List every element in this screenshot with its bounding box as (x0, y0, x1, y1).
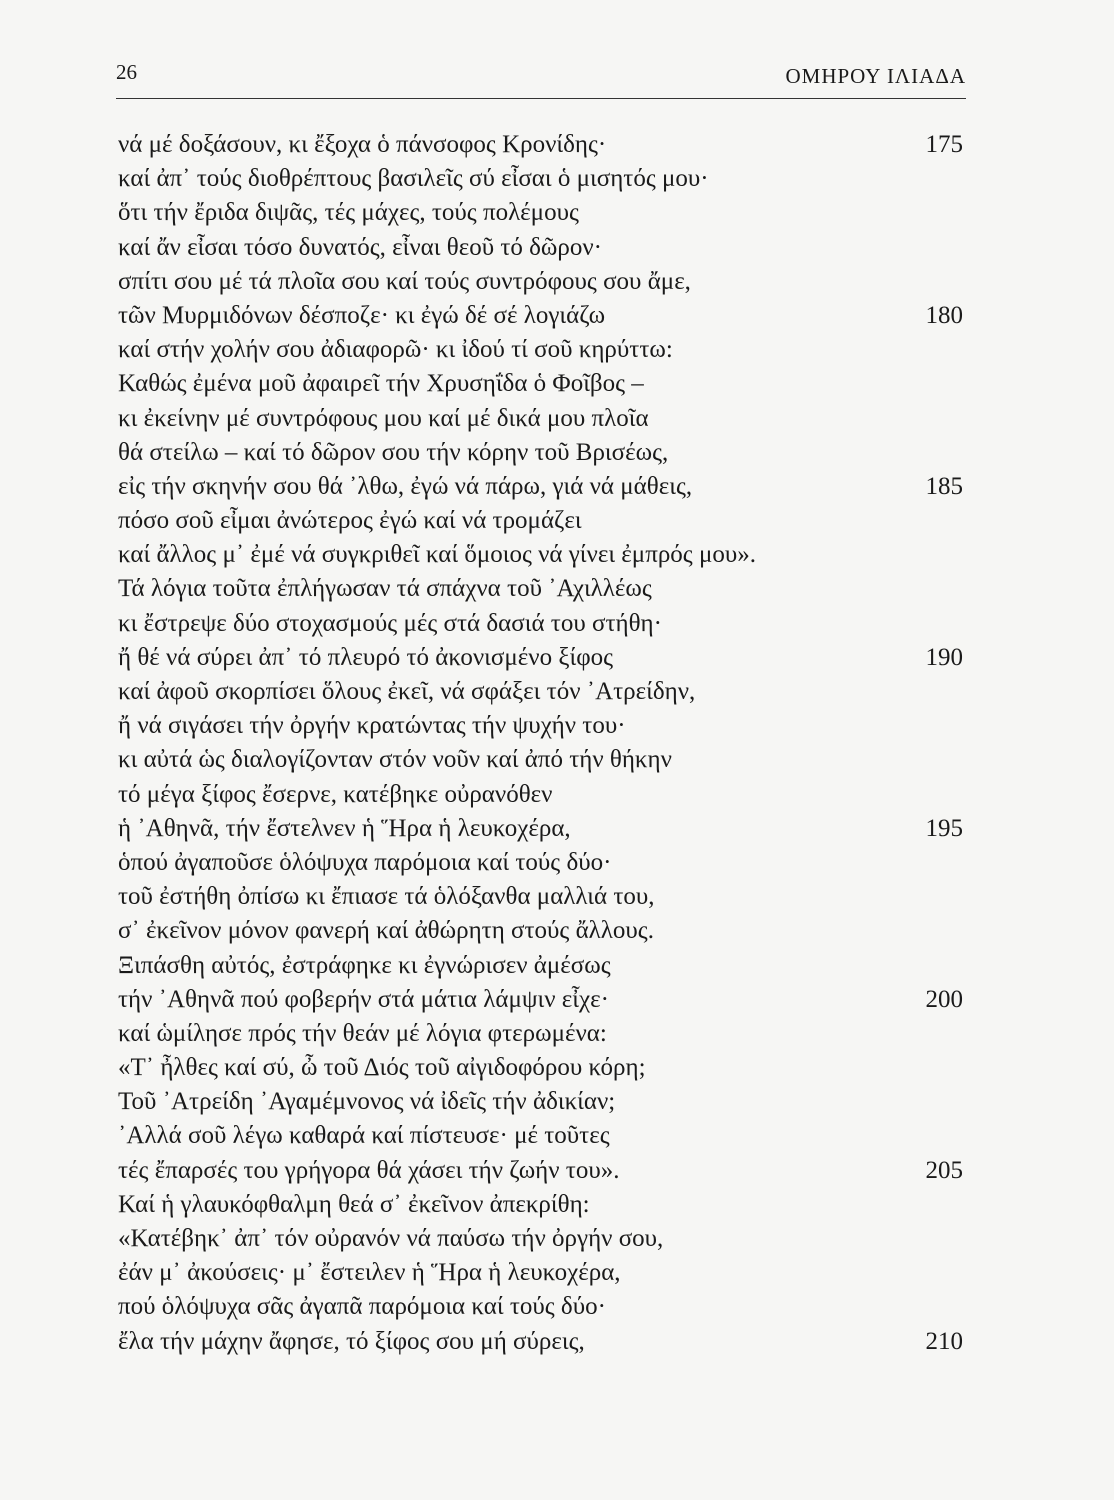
verse-text: κι ἐκείνην μέ συντρόφους μου καί μέ δικά μου πλοῖα (118, 404, 649, 432)
verse-line (118, 538, 968, 572)
verse-text: Τά λόγια τοῦτα ἐπλήγωσαν τά σπάχνα τοῦ ᾿Αχιλλέως (118, 575, 652, 603)
verse-line (118, 1290, 968, 1324)
line-number: 200 (925, 985, 963, 1013)
verse-line (118, 572, 968, 606)
verse-text: τήν ᾿Αθηνᾶ πού φοβερήν στά μάτια λάμψιν εἶχε· (118, 985, 609, 1013)
verse-line (118, 1051, 968, 1085)
verse-line (118, 1188, 968, 1222)
verse-text: ἤ νά σιγάσει τήν ὀργήν κρατώντας τήν ψυχήν του· (118, 712, 626, 740)
verse-line (118, 299, 968, 333)
verse-line (118, 778, 968, 812)
verse-line (118, 846, 968, 880)
line-number: 210 (925, 1327, 963, 1355)
verse-text: «Τ᾿ ἦλθες καί σύ, ὦ τοῦ Διός τοῦ αἰγιδοφόρου κόρη; (118, 1054, 646, 1082)
verse-text: Ξιπάσθη αὐτός, ἐστράφηκε κι ἐγνώρισεν ἀμέσως (118, 951, 611, 979)
verse-line (118, 1325, 968, 1359)
verse-line (118, 367, 968, 401)
verse-text: Καθώς ἐμένα μοῦ ἀφαιρεῖ τήν Χρυσηΐδα ὁ Φοῖβος – (118, 370, 644, 398)
verse-text: ἐάν μ᾿ ἀκούσεις· μ᾿ ἔστειλεν ἡ Ἥρα ἡ λευκοχέρα, (118, 1259, 621, 1287)
verse-text: θά στείλω – καί τό δῶρον σου τήν κόρην τοῦ Βρισέως, (118, 438, 669, 466)
verse-text: καί ἄλλος μ᾿ ἐμέ νά συγκριθεῖ καί ὅμοιος νά γίνει ἐμπρός μου». (118, 541, 756, 569)
page-header (116, 58, 966, 98)
verse-text: Τοῦ ᾿Ατρείδη ᾿Αγαμέμνονος νά ἰδεῖς τήν ἀδικίαν; (118, 1088, 616, 1116)
verse-line (118, 812, 968, 846)
verse-line (118, 1154, 968, 1188)
verse-text: νά μέ δοξάσουν, κι ἔξοχα ὁ πάνσοφος Κρονίδης· (118, 131, 607, 158)
verse-text: σπίτι σου μέ τά πλοῖα σου καί τούς συντρόφους σου ἄμε, (118, 267, 691, 295)
verse-line (118, 641, 968, 675)
verse-text: ἤ θέ νά σύρει ἀπ᾿ τό πλευρό τό ἀκονισμένο ξίφος (118, 643, 614, 671)
verse-text: πόσο σοῦ εἶμαι ἀνώτερος ἐγώ καί νά τρομάζει (118, 507, 582, 535)
verse-text: καί ἀφοῦ σκορπίσει ὅλους ἐκεῖ, νά σφάξει τόν ᾿Ατρείδην, (118, 678, 696, 705)
verse-text: καί στήν χολήν σου ἀδιαφορῶ· κι ἰδού τί σοῦ κηρύττω: (118, 336, 673, 364)
verse-line (118, 436, 968, 470)
line-number: 195 (925, 814, 963, 842)
verse-text: καί ἀπ᾿ τούς διοθρέπτους βασιλεῖς σύ εἶσαι ὁ μισητός μου· (118, 165, 709, 193)
verse-line (118, 231, 968, 265)
verse-text: ἔλα τήν μάχην ἄφησε, τό ξίφος σου μή σύρεις, (118, 1327, 585, 1355)
verse-line (118, 504, 968, 538)
verse-line (118, 983, 968, 1017)
verse-line (118, 333, 968, 367)
running-title: ΟΜΗΡΟΥ ΙΛΙΑΔΑ (785, 64, 966, 88)
verse-text: ὅτι τήν ἔριδα διψᾶς, τές μάχες, τούς πολέμους (118, 199, 579, 227)
header-rule (116, 98, 966, 99)
verse-line (118, 1256, 968, 1290)
verse-text: ὁπού ἀγαποῦσε ὁλόψυχα παρόμοια καί τούς δύο· (118, 848, 612, 876)
verse-text: σ᾿ ἐκεῖνον μόνον φανερή καί ἀθώρητη στούς ἄλλους. (118, 917, 654, 945)
verse-line (118, 470, 968, 504)
verse-text: τοῦ ἐστήθη ὀπίσω κι ἔπιασε τά ὁλόξανθα μαλλιά του, (118, 883, 655, 911)
verse-line (118, 1017, 968, 1051)
verse-text: καί ὡμίλησε πρός τήν θεάν μέ λόγια φτερωμένα: (118, 1019, 607, 1047)
verse-line (118, 1119, 968, 1153)
verse-text: ἡ ᾿Αθηνᾶ, τήν ἔστελνεν ἡ Ἥρα ἡ λευκοχέρα, (118, 814, 571, 842)
verse-text: «Κατέβηκ᾿ ἀπ᾿ τόν οὐρανόν νά παύσω τήν ὀργήν σου, (118, 1225, 664, 1252)
verse-text: εἰς τήν σκηνήν σου θά ᾿λθω, ἐγώ νά πάρω, γιά νά μάθεις, (118, 472, 693, 500)
page-number: 26 (116, 60, 137, 84)
verse-line (118, 949, 968, 983)
verse-line (118, 880, 968, 914)
line-number: 175 (925, 131, 963, 158)
verse-line (118, 402, 968, 436)
line-number: 185 (925, 472, 963, 500)
line-number: 190 (925, 643, 963, 671)
verse-line (118, 162, 968, 196)
line-number: 205 (925, 1156, 963, 1184)
verse-line (118, 675, 968, 709)
verse-line (118, 196, 968, 230)
verse-line (118, 265, 968, 299)
verse-line (118, 128, 968, 162)
line-number: 180 (925, 301, 963, 329)
verse-text: κι αὐτά ὡς διαλογίζονταν στόν νοῦν καί ἀπό τήν θήκην (118, 746, 672, 774)
verse-body (118, 128, 968, 1359)
verse-line (118, 1222, 968, 1256)
verse-text: καί ἄν εἶσαι τόσο δυνατός, εἶναι θεοῦ τό δῶρον· (118, 233, 602, 261)
verse-text: κι ἔστρεψε δύο στοχασμούς μές στά δασιά του στήθη· (118, 609, 662, 637)
verse-text: πού ὁλόψυχα σᾶς ἀγαπᾶ παρόμοια καί τούς δύο· (118, 1293, 606, 1321)
verse-line (118, 709, 968, 743)
verse-text: ᾿Αλλά σοῦ λέγω καθαρά καί πίστευσε· μέ τοῦτες (118, 1122, 610, 1150)
verse-line (118, 743, 968, 777)
verse-text: τῶν Μυρμιδόνων δέσποζε· κι ἐγώ δέ σέ λογιάζω (118, 301, 606, 329)
verse-line (118, 1085, 968, 1119)
verse-text: Καί ἡ γλαυκόφθαλμη θεά σ᾿ ἐκεῖνον ἀπεκρίθη: (118, 1190, 590, 1218)
verse-line (118, 607, 968, 641)
verse-line (118, 914, 968, 948)
verse-text: τές ἔπαρσές του γρήγορα θά χάσει τήν ζωήν του». (118, 1156, 620, 1184)
verse-text: τό μέγα ξίφος ἔσερνε, κατέβηκε οὐρανόθεν (118, 780, 553, 808)
